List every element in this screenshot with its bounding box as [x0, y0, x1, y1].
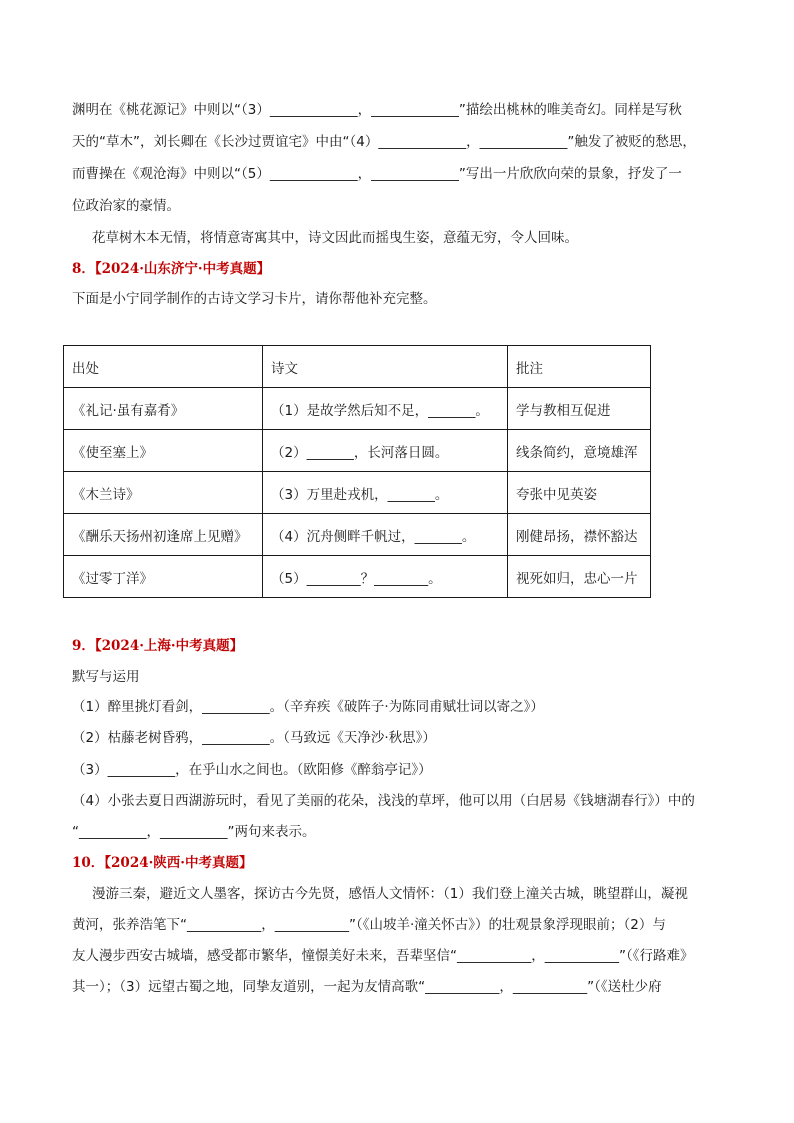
- table-cell: （1）是故学然后知不足，_______。: [263, 388, 508, 430]
- table-row: [64, 430, 651, 472]
- table-cell: 《使至塞上》: [64, 430, 263, 472]
- question-10-heading: 10．【2024·陕西·中考真题】: [72, 855, 253, 871]
- table-cell: （2）_______，长河落日圆。: [263, 430, 508, 472]
- question-10-line: 黄河，张养浩笔下“___________，___________”（《山坡羊·潼关怀古》）的壮观景象浮现眼前；（2）与: [72, 917, 666, 933]
- table-cell: 刚健昂扬，襟怀豁达: [508, 514, 651, 556]
- question-9-item: “__________，__________”两句来表示。: [72, 824, 316, 840]
- table-cell: 视死如归，忠心一片: [508, 556, 651, 598]
- intro-line: 位政治家的豪情。: [72, 198, 180, 214]
- table-cell: 《礼记·虽有嘉肴》: [64, 388, 263, 430]
- question-9-heading: 9．【2024·上海·中考真题】: [72, 638, 244, 654]
- question-10-line: 友人漫步西安古城墙，感受都市繁华，憧憬美好未来，吾辈坚信“___________，___________”（《行路难》: [72, 948, 694, 964]
- question-9-item: （1）醉里挑灯看剑，__________。（辛弃疾《破阵子·为陈同甫赋壮词以寄之》）: [72, 699, 544, 715]
- table-cell: 《木兰诗》: [64, 472, 263, 514]
- intro-line: 渊明在《桃花源记》中则以“（3）_____________，_____________”描绘出桃林的唯美奇幻。同样是写秋: [72, 102, 682, 118]
- question-8-prompt: 下面是小宁同学制作的古诗文学习卡片，请你帮他补充完整。: [72, 291, 437, 307]
- question-8-heading: 8．【2024·山东济宁·中考真题】: [72, 261, 271, 277]
- table-row: [64, 472, 651, 514]
- table-cell: 《酬乐天扬州初逢席上见赠》: [64, 514, 263, 556]
- table-cell: 学与教相互促进: [508, 388, 651, 430]
- intro-line: 花草树木本无情，将情意寄寓其中，诗文因此而摇曳生姿，意蕴无穷，令人回味。: [92, 230, 578, 246]
- header-cell-annotation: 批注: [508, 346, 651, 388]
- study-card-table: [63, 345, 651, 598]
- table-cell: 《过零丁洋》: [64, 556, 263, 598]
- question-10-line: 漫游三秦，避近文人墨客，探访古今先贤，感悟人文情怀：（1）我们登上潼关古城，眺望群山，凝视: [92, 886, 688, 902]
- question-9-title: 默写与运用: [72, 669, 140, 685]
- table-cell: 夸张中见英姿: [508, 472, 651, 514]
- table-cell: （5）________？________。: [263, 556, 508, 598]
- header-cell-source: 出处: [64, 346, 263, 388]
- table-row: [64, 514, 651, 556]
- intro-line: 天的“草木”，刘长卿在《长沙过贾谊宅》中由“（4）_____________，_____________”触发了被贬的愁思，: [72, 134, 696, 150]
- table-cell: （4）沉舟侧畔千帆过，_______。: [263, 514, 508, 556]
- question-9-item: （2）枯藤老树昏鸦，__________。（马致远《天净沙·秋思》）: [72, 730, 436, 746]
- table-row: [64, 388, 651, 430]
- question-10-line: 其一）；（3）远望古蜀之地，同挚友道别，一起为友情高歌“___________，___________”（《送杜少府: [72, 979, 662, 995]
- table-header-row: [64, 346, 651, 388]
- intro-line: 而曹操在《观沧海》中则以“（5）_____________，_____________”写出一片欣欣向荣的景象，抒发了一: [72, 166, 682, 182]
- header-cell-poem: 诗文: [263, 346, 508, 388]
- question-9-item: （3）__________，在乎山水之间也。（欧阳修《醉翁亭记》）: [72, 762, 432, 778]
- table-row: [64, 556, 651, 598]
- question-9-item: （4）小张去夏日西湖游玩时，看见了美丽的花朵，浅浅的草坪，他可以用（白居易《钱塘湖春行》）中的: [72, 793, 695, 809]
- table-cell: （3）万里赴戎机，_______。: [263, 472, 508, 514]
- table-cell: 线条简约，意境雄浑: [508, 430, 651, 472]
